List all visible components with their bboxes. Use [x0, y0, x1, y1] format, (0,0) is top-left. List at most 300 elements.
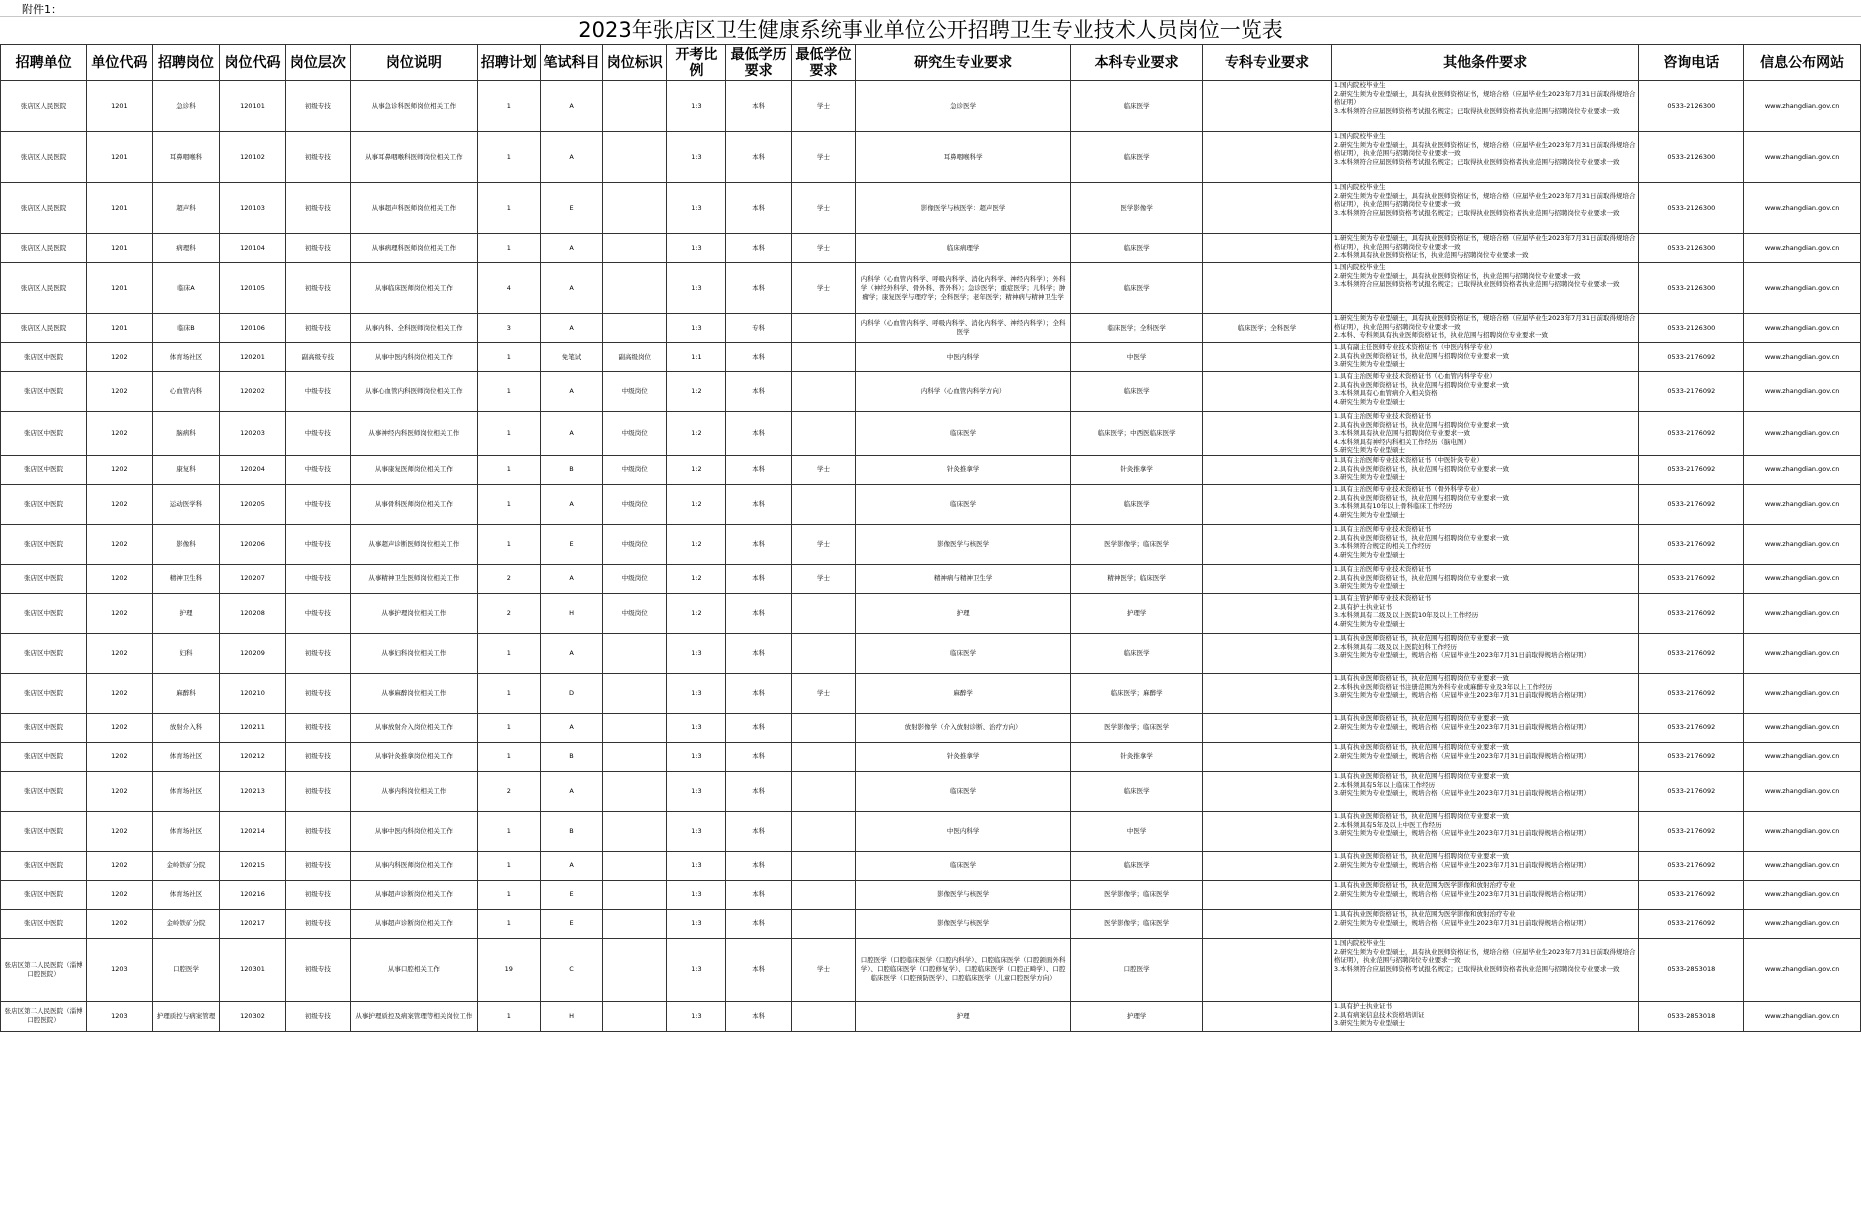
cell-description: 从事护理岗位相关工作	[351, 593, 478, 633]
cell-graduate-major: 内科学（心血管内科学、呼吸内科学、消化内科学、神经内科学）；全科医学	[856, 314, 1071, 343]
cell-education: 本科	[726, 234, 791, 263]
cell-degree	[791, 412, 855, 456]
cell-undergraduate-major: 护理学	[1071, 1001, 1203, 1031]
cell-website: www.zhangdian.gov.cn	[1744, 938, 1861, 1001]
cell-undergraduate-major: 针灸推拿学	[1071, 455, 1203, 484]
cell-description: 从事心血管内科医师岗位相关工作	[351, 372, 478, 412]
cell-post-code: 120102	[220, 132, 285, 183]
cell-ratio: 1:3	[667, 938, 726, 1001]
cell-exam: B	[540, 742, 602, 771]
header-unit-code: 单位代码	[87, 45, 152, 81]
cell-exam: H	[540, 593, 602, 633]
cell-degree	[791, 771, 855, 811]
cell-unit-code: 1201	[87, 314, 152, 343]
cell-degree: 学士	[791, 263, 855, 314]
cell-unit: 张店区中医院	[1, 811, 87, 851]
cell-level: 初级专技	[285, 880, 350, 909]
cell-ratio: 1:3	[667, 880, 726, 909]
cell-ratio: 1:1	[667, 343, 726, 372]
cell-education: 本科	[726, 771, 791, 811]
cell-degree	[791, 593, 855, 633]
cell-unit: 张店区中医院	[1, 713, 87, 742]
cell-unit: 张店区中医院	[1, 633, 87, 673]
cell-plan: 1	[477, 412, 540, 456]
cell-level: 中级专技	[285, 412, 350, 456]
header-level: 岗位层次	[285, 45, 350, 81]
cell-ratio: 1:3	[667, 234, 726, 263]
cell-education: 本科	[726, 909, 791, 938]
cell-ratio: 1:3	[667, 314, 726, 343]
cell-graduate-major: 放射影像学（介入放射诊断、治疗方向）	[856, 713, 1071, 742]
cell-tag	[603, 851, 667, 880]
table-body	[1, 81, 1861, 1032]
cell-undergraduate-major: 医学影像学	[1071, 183, 1203, 234]
cell-tag	[603, 742, 667, 771]
cell-tag	[603, 633, 667, 673]
cell-tag	[603, 713, 667, 742]
cell-tag	[603, 673, 667, 713]
cell-education: 本科	[726, 412, 791, 456]
table-row	[1, 673, 1861, 713]
cell-post: 耳鼻咽喉科	[152, 132, 220, 183]
cell-plan: 1	[477, 81, 540, 132]
cell-phone: 0533-2176092	[1639, 524, 1744, 564]
cell-description: 从事超声科医师岗位相关工作	[351, 183, 478, 234]
cell-unit: 张店区中医院	[1, 673, 87, 713]
cell-undergraduate-major: 临床医学	[1071, 234, 1203, 263]
header-tag: 岗位标识	[603, 45, 667, 81]
cell-post: 体育场社区	[152, 343, 220, 372]
cell-exam: A	[540, 81, 602, 132]
cell-other-requirements: 1.具有执业医师资格证书，执业范围与招聘岗位专业要求一致 2.研究生须为专业型硕士，规培合格（应届毕业生2023年7月31日前取得规培合格证明）	[1331, 713, 1639, 742]
cell-degree	[791, 811, 855, 851]
header-unit: 招聘单位	[1, 45, 87, 81]
cell-description: 从事中医内科岗位相关工作	[351, 343, 478, 372]
cell-description: 从事骨科医师岗位相关工作	[351, 484, 478, 524]
cell-graduate-major: 耳鼻咽喉科学	[856, 132, 1071, 183]
cell-ratio: 1:3	[667, 673, 726, 713]
cell-phone: 0533-2176092	[1639, 633, 1744, 673]
cell-unit: 张店区中医院	[1, 851, 87, 880]
cell-unit: 张店区人民医院	[1, 183, 87, 234]
cell-post-code: 120103	[220, 183, 285, 234]
cell-website: www.zhangdian.gov.cn	[1744, 132, 1861, 183]
cell-unit: 张店区中医院	[1, 909, 87, 938]
cell-post-code: 120206	[220, 524, 285, 564]
cell-unit: 张店区中医院	[1, 343, 87, 372]
cell-plan: 1	[477, 880, 540, 909]
table-row	[1, 938, 1861, 1001]
cell-level: 初级专技	[285, 713, 350, 742]
cell-education: 本科	[726, 564, 791, 593]
cell-other-requirements: 1.具有主治医师专业技术资格证书（骨外科学专业） 2.具有执业医师资格证书，执业范围与招聘岗位专业要求一致 3.本科须具有10年以上骨科临床工作经历 4.研究生须为专业型硕士	[1331, 484, 1639, 524]
cell-description: 从事超声诊断岗位相关工作	[351, 880, 478, 909]
cell-unit-code: 1202	[87, 343, 152, 372]
cell-level: 初级专技	[285, 633, 350, 673]
cell-description: 从事内科岗位相关工作	[351, 771, 478, 811]
cell-exam: E	[540, 909, 602, 938]
cell-junior-college-major	[1203, 524, 1332, 564]
table-row	[1, 1001, 1861, 1031]
cell-website: www.zhangdian.gov.cn	[1744, 455, 1861, 484]
cell-exam: A	[540, 564, 602, 593]
cell-level: 中级专技	[285, 524, 350, 564]
cell-junior-college-major	[1203, 372, 1332, 412]
cell-undergraduate-major: 临床医学	[1071, 484, 1203, 524]
cell-unit: 张店区第二人民医院（淄博口腔医院）	[1, 938, 87, 1001]
cell-ratio: 1:3	[667, 771, 726, 811]
cell-level: 中级专技	[285, 564, 350, 593]
cell-post: 运动医学科	[152, 484, 220, 524]
cell-post-code: 120203	[220, 412, 285, 456]
cell-phone: 0533-2176092	[1639, 713, 1744, 742]
cell-unit: 张店区中医院	[1, 484, 87, 524]
cell-graduate-major: 临床病理学	[856, 234, 1071, 263]
cell-graduate-major: 临床医学	[856, 633, 1071, 673]
cell-unit-code: 1203	[87, 938, 152, 1001]
cell-junior-college-major	[1203, 909, 1332, 938]
cell-level: 初级专技	[285, 263, 350, 314]
table-row	[1, 234, 1861, 263]
cell-exam: B	[540, 811, 602, 851]
cell-undergraduate-major: 临床医学；全科医学	[1071, 314, 1203, 343]
cell-undergraduate-major: 临床医学	[1071, 263, 1203, 314]
cell-phone: 0533-2176092	[1639, 851, 1744, 880]
cell-junior-college-major	[1203, 234, 1332, 263]
cell-exam: A	[540, 372, 602, 412]
cell-ratio: 1:2	[667, 593, 726, 633]
cell-unit-code: 1201	[87, 183, 152, 234]
cell-education: 本科	[726, 713, 791, 742]
header-graduate-major: 研究生专业要求	[856, 45, 1071, 81]
cell-website: www.zhangdian.gov.cn	[1744, 564, 1861, 593]
cell-tag: 中级岗位	[603, 412, 667, 456]
header-website: 信息公布网站	[1744, 45, 1861, 81]
table-row	[1, 593, 1861, 633]
cell-level: 初级专技	[285, 183, 350, 234]
cell-post: 放射介入科	[152, 713, 220, 742]
cell-exam: E	[540, 183, 602, 234]
cell-post: 临床B	[152, 314, 220, 343]
cell-description: 从事妇科岗位相关工作	[351, 633, 478, 673]
header-phone: 咨询电话	[1639, 45, 1744, 81]
cell-other-requirements: 1.具有主治医师专业技术资格证书 2.具有执业医师资格证书，执业范围与招聘岗位专业要求一致 3.研究生须为专业型硕士	[1331, 564, 1639, 593]
cell-undergraduate-major: 医学影像学；临床医学	[1071, 909, 1203, 938]
cell-unit: 张店区中医院	[1, 742, 87, 771]
cell-degree: 学士	[791, 673, 855, 713]
cell-level: 中级专技	[285, 455, 350, 484]
cell-ratio: 1:3	[667, 132, 726, 183]
cell-junior-college-major	[1203, 564, 1332, 593]
cell-education: 本科	[726, 880, 791, 909]
cell-post-code: 120211	[220, 713, 285, 742]
cell-tag	[603, 314, 667, 343]
cell-junior-college-major	[1203, 593, 1332, 633]
cell-post-code: 120208	[220, 593, 285, 633]
cell-post-code: 120213	[220, 771, 285, 811]
cell-ratio: 1:3	[667, 851, 726, 880]
cell-exam: A	[540, 633, 602, 673]
cell-exam: D	[540, 673, 602, 713]
cell-post-code: 120216	[220, 880, 285, 909]
cell-website: www.zhangdian.gov.cn	[1744, 633, 1861, 673]
cell-junior-college-major	[1203, 811, 1332, 851]
cell-junior-college-major	[1203, 183, 1332, 234]
cell-description: 从事护理质控及病案管理等相关岗位工作	[351, 1001, 478, 1031]
cell-ratio: 1:2	[667, 564, 726, 593]
cell-description: 从事急诊科医师岗位相关工作	[351, 81, 478, 132]
cell-graduate-major: 临床医学	[856, 771, 1071, 811]
cell-education: 本科	[726, 811, 791, 851]
cell-level: 中级专技	[285, 372, 350, 412]
cell-education: 本科	[726, 938, 791, 1001]
cell-degree: 学士	[791, 81, 855, 132]
cell-other-requirements: 1.研究生须为专业型硕士，具有执业医师资格证书，规培合格（应届毕业生2023年7月31日前取得规培合格证明），执业范围与招聘岗位专业要求一致 2.本科、专科须具有执业医师资格证书，执业范围与招聘岗位专业要求一致	[1331, 314, 1639, 343]
cell-website: www.zhangdian.gov.cn	[1744, 771, 1861, 811]
cell-plan: 1	[477, 1001, 540, 1031]
cell-description: 从事内科医师岗位相关工作	[351, 851, 478, 880]
cell-degree	[791, 484, 855, 524]
cell-undergraduate-major: 针灸推拿学	[1071, 742, 1203, 771]
cell-phone: 0533-2176092	[1639, 343, 1744, 372]
cell-website: www.zhangdian.gov.cn	[1744, 412, 1861, 456]
cell-website: www.zhangdian.gov.cn	[1744, 484, 1861, 524]
cell-other-requirements: 1.具有护士执业证书 2.具有病案信息技术资格培训证 3.研究生须为专业型硕士	[1331, 1001, 1639, 1031]
cell-tag: 中级岗位	[603, 524, 667, 564]
cell-phone: 0533-2176092	[1639, 593, 1744, 633]
cell-graduate-major: 影像医学与核医学：超声医学	[856, 183, 1071, 234]
table-row	[1, 564, 1861, 593]
cell-plan: 1	[477, 183, 540, 234]
table-row	[1, 484, 1861, 524]
table-row	[1, 455, 1861, 484]
cell-junior-college-major	[1203, 673, 1332, 713]
cell-unit-code: 1202	[87, 713, 152, 742]
cell-exam: A	[540, 234, 602, 263]
table-row	[1, 314, 1861, 343]
header-post: 招聘岗位	[152, 45, 220, 81]
cell-website: www.zhangdian.gov.cn	[1744, 372, 1861, 412]
cell-level: 初级专技	[285, 234, 350, 263]
cell-post-code: 120210	[220, 673, 285, 713]
cell-other-requirements: 1.国内院校毕业生 2.研究生须为专业型硕士，具有执业医师资格证书，规培合格（应届毕业生2023年7月31日前取得规培合格证明），执业范围与招聘岗位专业要求一致 3.本科须符合应届医师资格考试报名规定；已取得执业医师资格者执业范围与招聘岗位专业要求一致	[1331, 183, 1639, 234]
cell-unit: 张店区中医院	[1, 880, 87, 909]
cell-post-code: 120202	[220, 372, 285, 412]
table-row	[1, 742, 1861, 771]
cell-unit: 张店区人民医院	[1, 132, 87, 183]
header-plan: 招聘计划	[477, 45, 540, 81]
cell-other-requirements: 1.具有执业医师资格证书，执业范围为医学影像和放射治疗专业 2.研究生须为专业型硕士，规培合格（应届毕业生2023年7月31日前取得规培合格证明）	[1331, 880, 1639, 909]
cell-website: www.zhangdian.gov.cn	[1744, 1001, 1861, 1031]
cell-level: 初级专技	[285, 811, 350, 851]
table-row	[1, 412, 1861, 456]
cell-exam: A	[540, 132, 602, 183]
cell-undergraduate-major: 临床医学	[1071, 132, 1203, 183]
table-row	[1, 633, 1861, 673]
cell-phone: 0533-2126300	[1639, 314, 1744, 343]
cell-undergraduate-major: 医学影像学；临床医学	[1071, 713, 1203, 742]
cell-ratio: 1:3	[667, 263, 726, 314]
cell-ratio: 1:3	[667, 909, 726, 938]
cell-phone: 0533-2126300	[1639, 132, 1744, 183]
cell-unit: 张店区第二人民医院（淄博口腔医院）	[1, 1001, 87, 1031]
cell-other-requirements: 1.具有执业医师资格证书，执业范围与招聘岗位专业要求一致 2.本科须具有5年以上临床工作经历 3.研究生须为专业型硕士，规培合格（应届毕业生2023年7月31日前取得规培合格证明）	[1331, 771, 1639, 811]
cell-ratio: 1:3	[667, 1001, 726, 1031]
cell-degree	[791, 880, 855, 909]
cell-exam: E	[540, 880, 602, 909]
cell-unit-code: 1202	[87, 372, 152, 412]
table-row	[1, 851, 1861, 880]
cell-exam: 免笔试	[540, 343, 602, 372]
cell-description: 从事内科、全科医师岗位相关工作	[351, 314, 478, 343]
cell-post: 麻醉科	[152, 673, 220, 713]
header-description: 岗位说明	[351, 45, 478, 81]
header-education: 最低学历要求	[726, 45, 791, 81]
cell-post-code: 120106	[220, 314, 285, 343]
cell-exam: A	[540, 412, 602, 456]
cell-plan: 1	[477, 234, 540, 263]
cell-education: 本科	[726, 183, 791, 234]
cell-junior-college-major	[1203, 263, 1332, 314]
cell-other-requirements: 1.研究生须为专业型硕士，具有执业医师资格证书，规培合格（应届毕业生2023年7月31日前取得规培合格证明），执业范围与招聘岗位专业要求一致 2.本科须具有执业医师资格证书，执业范围与招聘岗位专业要求一致	[1331, 234, 1639, 263]
cell-junior-college-major	[1203, 132, 1332, 183]
cell-phone: 0533-2176092	[1639, 455, 1744, 484]
cell-undergraduate-major: 临床医学	[1071, 633, 1203, 673]
cell-description: 从事病理科医师岗位相关工作	[351, 234, 478, 263]
cell-unit-code: 1202	[87, 412, 152, 456]
cell-unit-code: 1201	[87, 132, 152, 183]
cell-other-requirements: 1.国内院校毕业生 2.研究生须为专业型硕士，具有执业医师资格证书，执业范围与招聘岗位专业要求一致 3.本科须符合应届医师资格考试报名规定；已取得执业医师资格者执业范围与招聘岗位专业要求一致	[1331, 263, 1639, 314]
cell-other-requirements: 1.具有主管护师专业技术资格证书 2.具有护士执业证书 3.本科须具有二级及以上医院10年及以上工作经历 4.研究生须为专业型硕士	[1331, 593, 1639, 633]
cell-phone: 0533-2176092	[1639, 372, 1744, 412]
cell-tag: 中级岗位	[603, 564, 667, 593]
cell-phone: 0533-2126300	[1639, 263, 1744, 314]
cell-undergraduate-major: 临床医学	[1071, 771, 1203, 811]
cell-other-requirements: 1.国内院校毕业生 2.研究生须为专业型硕士，具有执业医师资格证书，规培合格（应届毕业生2023年7月31日前取得规培合格证明），执业范围与招聘岗位专业要求一致 3.本科须符合应届医师资格考试报名规定；已取得执业医师资格者执业范围与招聘岗位专业要求一致	[1331, 132, 1639, 183]
table-row	[1, 713, 1861, 742]
cell-education: 本科	[726, 343, 791, 372]
cell-post-code: 120214	[220, 811, 285, 851]
cell-degree	[791, 1001, 855, 1031]
cell-other-requirements: 1.具有执业医师资格证书，执业范围与招聘岗位专业要求一致 2.本科须具有二级及以上医院妇科工作经历 3.研究生须为专业型硕士，规培合格（应届毕业生2023年7月31日前取得规培合格证明）	[1331, 633, 1639, 673]
cell-degree	[791, 713, 855, 742]
cell-tag	[603, 132, 667, 183]
cell-graduate-major: 临床医学	[856, 484, 1071, 524]
cell-plan: 1	[477, 909, 540, 938]
cell-phone: 0533-2176092	[1639, 909, 1744, 938]
cell-post-code: 120105	[220, 263, 285, 314]
cell-ratio: 1:2	[667, 455, 726, 484]
cell-ratio: 1:3	[667, 183, 726, 234]
cell-plan: 1	[477, 851, 540, 880]
cell-junior-college-major	[1203, 1001, 1332, 1031]
cell-unit: 张店区人民医院	[1, 81, 87, 132]
cell-post: 体育场社区	[152, 811, 220, 851]
cell-post: 金岭铁矿分院	[152, 851, 220, 880]
cell-exam: B	[540, 455, 602, 484]
cell-plan: 1	[477, 484, 540, 524]
cell-junior-college-major	[1203, 81, 1332, 132]
cell-unit: 张店区人民医院	[1, 234, 87, 263]
cell-unit: 张店区人民医院	[1, 314, 87, 343]
cell-undergraduate-major: 护理学	[1071, 593, 1203, 633]
cell-level: 初级专技	[285, 81, 350, 132]
cell-post-code: 120104	[220, 234, 285, 263]
cell-unit-code: 1201	[87, 234, 152, 263]
table-row	[1, 132, 1861, 183]
cell-graduate-major: 中医内科学	[856, 343, 1071, 372]
cell-level: 副高级专技	[285, 343, 350, 372]
cell-junior-college-major	[1203, 880, 1332, 909]
cell-description: 从事中医内科岗位相关工作	[351, 811, 478, 851]
cell-undergraduate-major: 临床医学；中西医临床医学	[1071, 412, 1203, 456]
cell-unit-code: 1202	[87, 593, 152, 633]
cell-description: 从事康复医师岗位相关工作	[351, 455, 478, 484]
cell-plan: 1	[477, 455, 540, 484]
cell-tag	[603, 1001, 667, 1031]
cell-junior-college-major	[1203, 343, 1332, 372]
cell-level: 中级专技	[285, 484, 350, 524]
cell-description: 从事耳鼻咽喉科医师岗位相关工作	[351, 132, 478, 183]
cell-post: 超声科	[152, 183, 220, 234]
table-row	[1, 372, 1861, 412]
cell-post-code: 120209	[220, 633, 285, 673]
cell-unit: 张店区中医院	[1, 564, 87, 593]
cell-degree: 学士	[791, 234, 855, 263]
cell-other-requirements: 1.具有执业医师资格证书，执业范围与招聘岗位专业要求一致 2.研究生须为专业型硕士，规培合格（应届毕业生2023年7月31日前取得规培合格证明）	[1331, 742, 1639, 771]
cell-education: 本科	[726, 132, 791, 183]
cell-description: 从事超声诊断医师岗位相关工作	[351, 524, 478, 564]
cell-junior-college-major	[1203, 713, 1332, 742]
cell-phone: 0533-2176092	[1639, 880, 1744, 909]
cell-phone: 0533-2176092	[1639, 673, 1744, 713]
cell-unit-code: 1201	[87, 81, 152, 132]
cell-post: 病理科	[152, 234, 220, 263]
cell-graduate-major: 影像医学与核医学	[856, 524, 1071, 564]
table-row	[1, 771, 1861, 811]
cell-phone: 0533-2126300	[1639, 183, 1744, 234]
cell-ratio: 1:3	[667, 713, 726, 742]
cell-post: 妇科	[152, 633, 220, 673]
cell-unit-code: 1202	[87, 633, 152, 673]
cell-description: 从事临床医师岗位相关工作	[351, 263, 478, 314]
cell-graduate-major: 内科学（心血管内科学、呼吸内科学、消化内科学、神经内科学）；外科学（神经外科学、骨外科、普外科）；急诊医学；重症医学；儿科学；肿瘤学；康复医学与理疗学；全科医学；老年医学；精神病与精神卫生学	[856, 263, 1071, 314]
cell-unit-code: 1201	[87, 263, 152, 314]
cell-level: 初级专技	[285, 742, 350, 771]
cell-degree: 学士	[791, 564, 855, 593]
cell-level: 初级专技	[285, 673, 350, 713]
cell-degree	[791, 314, 855, 343]
cell-tag: 中级岗位	[603, 455, 667, 484]
cell-post-code: 120302	[220, 1001, 285, 1031]
cell-tag	[603, 938, 667, 1001]
cell-junior-college-major	[1203, 771, 1332, 811]
cell-unit: 张店区人民医院	[1, 263, 87, 314]
cell-degree: 学士	[791, 183, 855, 234]
cell-education: 本科	[726, 372, 791, 412]
cell-level: 初级专技	[285, 1001, 350, 1031]
cell-website: www.zhangdian.gov.cn	[1744, 234, 1861, 263]
cell-junior-college-major	[1203, 851, 1332, 880]
table-row	[1, 909, 1861, 938]
cell-junior-college-major	[1203, 455, 1332, 484]
cell-website: www.zhangdian.gov.cn	[1744, 314, 1861, 343]
cell-phone: 0533-2176092	[1639, 811, 1744, 851]
cell-plan: 1	[477, 673, 540, 713]
header-degree: 最低学位要求	[791, 45, 855, 81]
cell-level: 中级专技	[285, 593, 350, 633]
cell-unit: 张店区中医院	[1, 524, 87, 564]
